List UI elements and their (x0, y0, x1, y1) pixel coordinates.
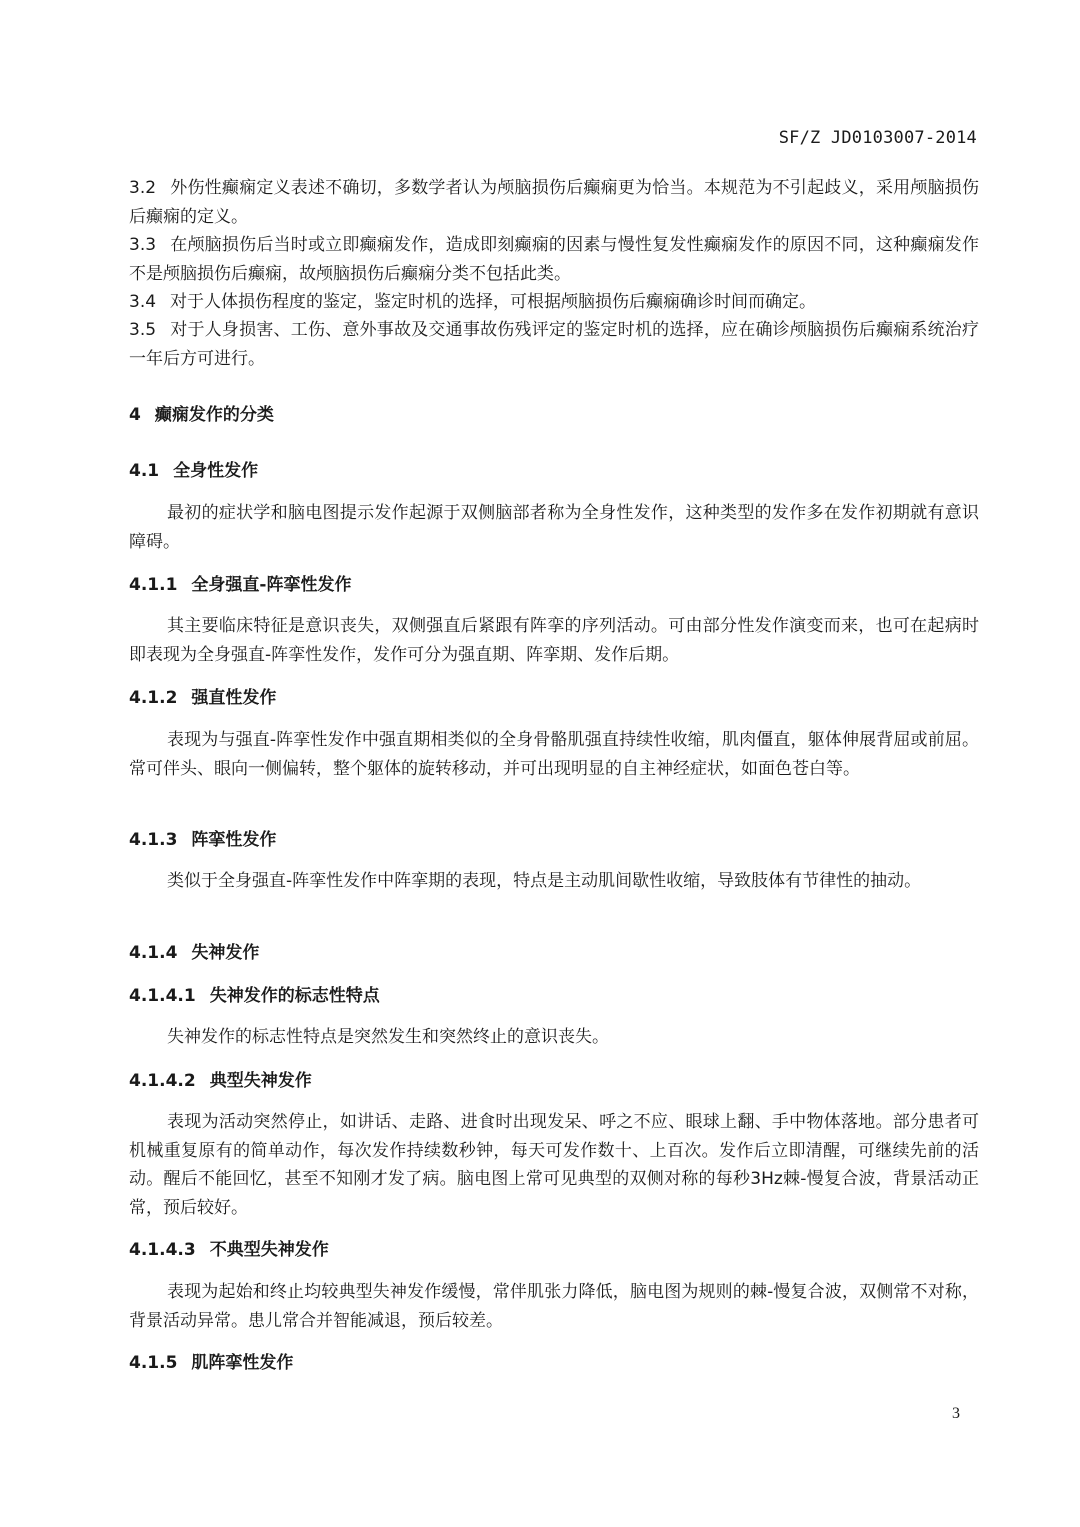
section-title: 失神发作 (191, 943, 260, 963)
section-number: 4.1.4.1 (129, 986, 196, 1006)
clause-3-4 (129, 288, 979, 317)
clause-number: 3.5 (129, 320, 157, 340)
section-title: 全身性发作 (173, 461, 259, 481)
section-4-1-4-1-heading (129, 982, 979, 1010)
section-title: 典型失神发作 (209, 1071, 312, 1091)
clause-number: 3.2 (129, 178, 157, 198)
section-4-1-1-body: 其主要临床特征是意识丧失，双侧强直后紧跟有阵挛的序列活动。可由部分性发作演变而来，也可在起病时即表现为全身强直-阵挛性发作，发作可分为强直期、阵挛期、发作后期。 (129, 616, 979, 665)
section-title: 癫痫发作的分类 (154, 405, 274, 425)
section-4-1-1-heading (129, 571, 979, 599)
section-number: 4.1.4 (129, 943, 178, 963)
section-4-1-4-heading (129, 939, 979, 967)
section-4-1-heading (129, 457, 979, 485)
section-number: 4.1.4.3 (129, 1240, 196, 1260)
clause-number: 3.4 (129, 292, 157, 312)
section-4-1-3-body: 类似于全身强直-阵挛性发作中阵挛期的表现，特点是主动肌间歇性收缩，导致肢体有节律性的抽动。 (167, 871, 922, 891)
document-code: SF/Z JD0103007-2014 (778, 128, 977, 148)
clause-3-2 (129, 174, 979, 231)
section-4-1-4-2-heading (129, 1067, 979, 1095)
clause-text: 在颅脑损伤后当时或立即癫痫发作，造成即刻癫痫的因素与慢性复发性癫痫发作的原因不同，这种癫痫发作不是颅脑损伤后癫痫，故颅脑损伤后癫痫分类不包括此类。 (129, 235, 979, 284)
clause-text: 对于人身损害、工伤、意外事故及交通事故伤残评定的鉴定时机的选择，应在确诊颅脑损伤后癫痫系统治疗一年后方可进行。 (129, 320, 979, 369)
section-title: 全身强直-阵挛性发作 (191, 575, 352, 595)
section-4-1-2-heading (129, 684, 979, 712)
section-title: 失神发作的标志性特点 (209, 986, 380, 1006)
section-title: 强直性发作 (191, 688, 277, 708)
section-title: 肌阵挛性发作 (191, 1353, 294, 1373)
section-title: 不典型失神发作 (209, 1240, 329, 1260)
section-number: 4.1.1 (129, 575, 178, 595)
section-4-1-4-2-body: 表现为活动突然停止，如讲话、走路、进食时出现发呆、呼之不应、眼球上翻、手中物体落地。部分患者可机械重复原有的简单动作，每次发作持续数秒钟，每天可发作数十、上百次。发作后立即清醒，可继续先前的活动。醒后不能回忆，甚至不知刚才发了病。脑电图上常可见典型的双侧对称的每秒3Hz棘-慢复合波，背景活动正常，预后较好。 (129, 1112, 979, 1218)
section-4-heading (129, 401, 979, 429)
section-4-1-5-heading (129, 1349, 979, 1377)
clause-number: 3.3 (129, 235, 157, 255)
clause-3-5 (129, 316, 979, 373)
section-4-1-3-heading (129, 826, 979, 854)
section-number: 4 (129, 405, 141, 425)
section-number: 4.1.2 (129, 688, 178, 708)
section-4-1-4-3-body: 表现为起始和终止均较典型失神发作缓慢，常伴肌张力降低，脑电图为规则的棘-慢复合波，双侧常不对称，背景活动异常。患儿常合并智能减退，预后较差。 (129, 1282, 979, 1331)
clause-text: 外伤性癫痫定义表述不确切，多数学者认为颅脑损伤后癫痫更为恰当。本规范为不引起歧义，采用颅脑损伤后癫痫的定义。 (129, 178, 979, 227)
clause-text: 对于人体损伤程度的鉴定，鉴定时机的选择，可根据颅脑损伤后癫痫确诊时间而确定。 (170, 292, 817, 312)
section-4-1-4-1-body: 失神发作的标志性特点是突然发生和突然终止的意识丧失。 (167, 1027, 609, 1047)
section-number: 4.1 (129, 461, 160, 481)
section-number: 4.1.5 (129, 1353, 178, 1373)
section-number: 4.1.3 (129, 830, 178, 850)
section-4-1-body: 最初的症状学和脑电图提示发作起源于双侧脑部者称为全身性发作，这种类型的发作多在发作初期就有意识障碍。 (129, 503, 979, 552)
page-number: 3 (952, 1405, 960, 1422)
section-4-1-4-3-heading (129, 1236, 979, 1264)
section-number: 4.1.4.2 (129, 1071, 196, 1091)
section-title: 阵挛性发作 (191, 830, 277, 850)
section-4-1-2-body: 表现为与强直-阵挛性发作中强直期相类似的全身骨骼肌强直持续性收缩，肌肉僵直，躯体伸展背屈或前屈。常可伴头、眼向一侧偏转，整个躯体的旋转移动，并可出现明显的自主神经症状，如面色苍白等。 (129, 730, 979, 779)
clause-3-3 (129, 231, 979, 288)
